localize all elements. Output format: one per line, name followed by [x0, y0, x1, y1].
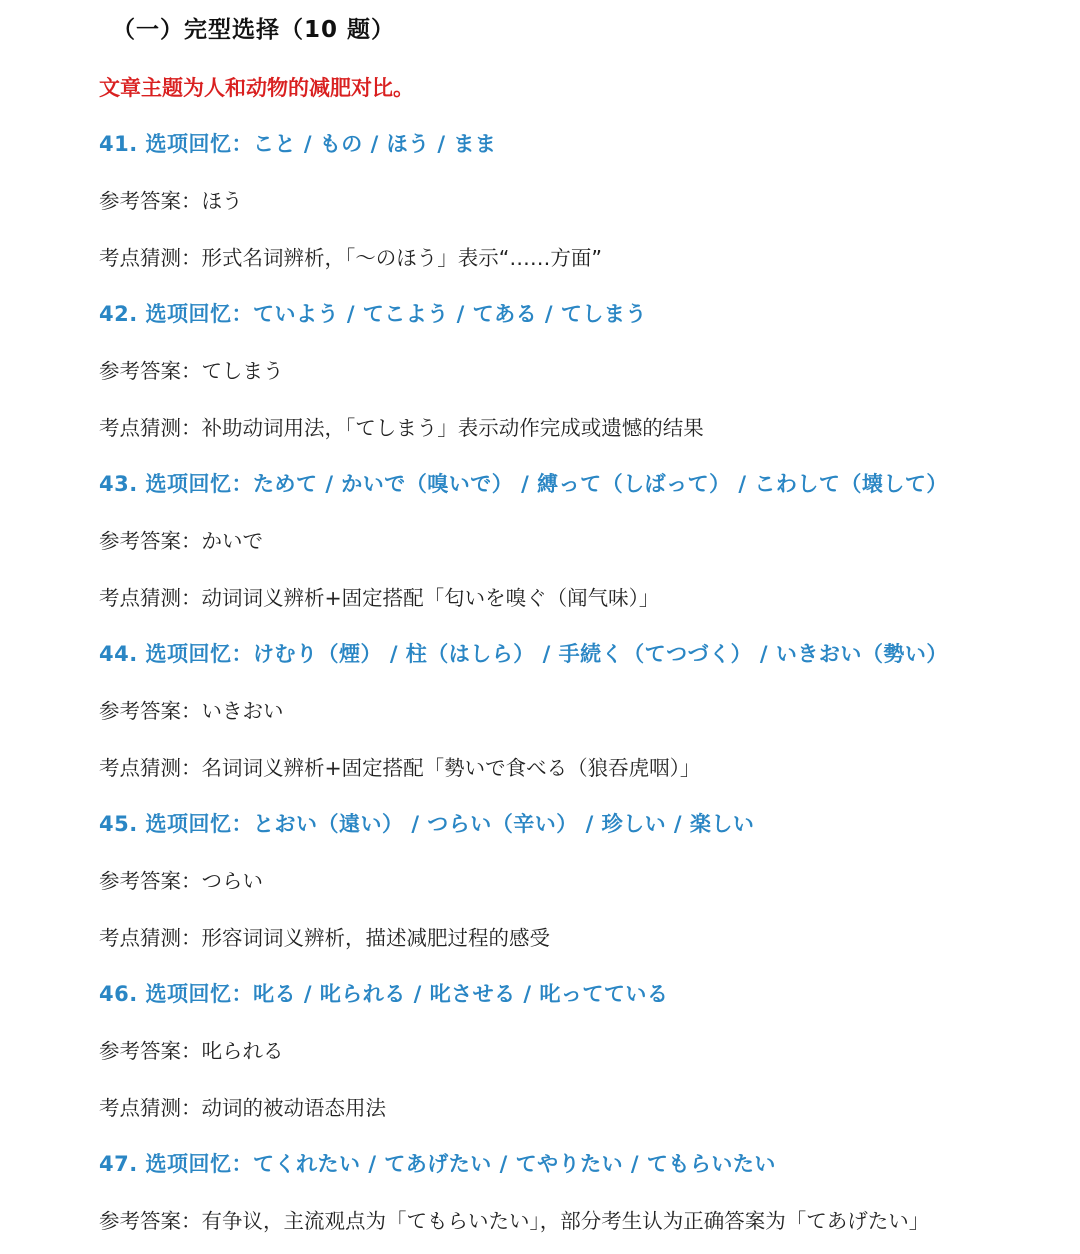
- point-43: 考点猜测：动词词义辨析+固定搭配「匂いを嗅ぐ（闻气味）」: [99, 586, 660, 610]
- point-44: 考点猜测：名词词义辨析+固定搭配「勢いで食べる（狼吞虎咽）」: [99, 756, 701, 780]
- point-42: 考点猜测：补助动词用法，「てしまう」表示动作完成或遗憾的结果: [99, 416, 704, 440]
- question-41: 41. 选项回忆：こと / もの / ほう / まま: [99, 132, 497, 156]
- point-41: 考点猜测：形式名词辨析，「～のほう」表示“……方面”: [99, 246, 602, 270]
- question-42: 42. 选项回忆：ていよう / てこよう / てある / てしまう: [99, 302, 647, 326]
- question-47: 47. 选项回忆：てくれたい / てあげたい / てやりたい / てもらいたい: [99, 1152, 776, 1176]
- answer-47: 参考答案：有争议，主流观点为「てもらいたい」，部分考生认为正确答案为「てあげたい」: [99, 1209, 930, 1233]
- question-45: 45. 选项回忆：とおい（遠い） / つらい（辛い） / 珍しい / 楽しい: [99, 812, 755, 836]
- article-theme: 文章主题为人和动物的减肥对比。: [99, 76, 414, 100]
- answer-44: 参考答案：いきおい: [99, 699, 284, 723]
- answer-45: 参考答案：つらい: [99, 869, 263, 893]
- answer-46: 参考答案：叱られる: [99, 1039, 284, 1063]
- answer-43: 参考答案：かいで: [99, 529, 263, 553]
- question-43: 43. 选项回忆：ためて / かいで（嗅いで） / 縛って（しばって） / こわして（壊して）: [99, 472, 948, 496]
- question-44: 44. 选项回忆：けむり（煙） / 柱（はしら） / 手続く（てつづく） / いきおい（勢い）: [99, 642, 948, 666]
- answer-42: 参考答案：てしまう: [99, 359, 284, 383]
- question-46: 46. 选项回忆：叱る / 叱られる / 叱させる / 叱ってている: [99, 982, 669, 1006]
- point-46: 考点猜测：动词的被动语态用法: [99, 1096, 386, 1120]
- section-title: （一）完型选择（10 题）: [112, 17, 396, 43]
- answer-41: 参考答案：ほう: [99, 189, 243, 213]
- point-45: 考点猜测：形容词词义辨析，描述减肥过程的感受: [99, 926, 550, 950]
